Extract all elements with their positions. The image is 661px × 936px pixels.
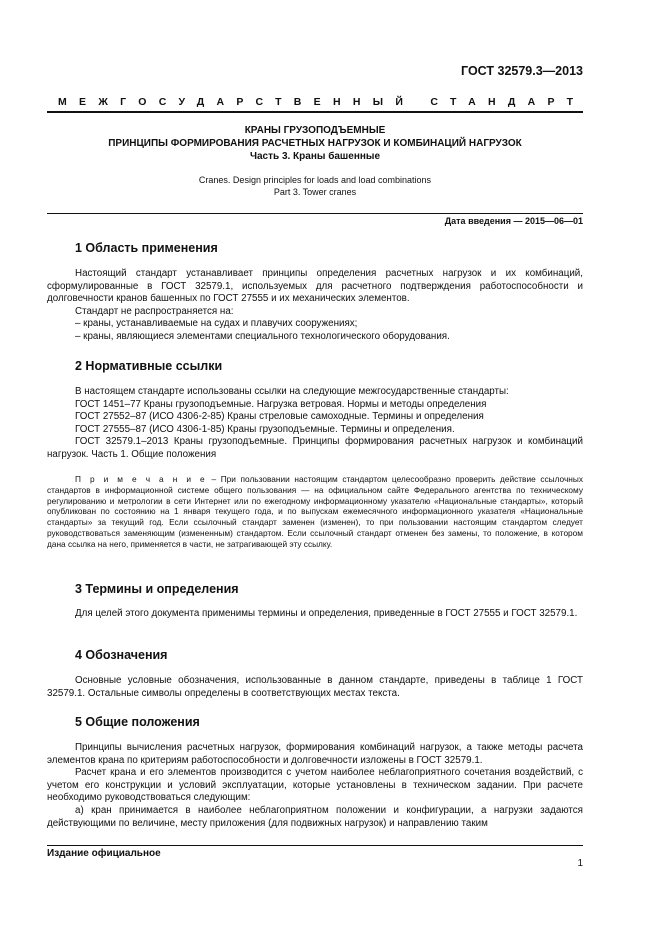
standard-code: ГОСТ 32579.3—2013 [461, 64, 583, 78]
english-title-block [47, 175, 583, 198]
section-1-paragraph: Настоящий стандарт устанавливает принципы определения расчетных нагрузок и их комбинаций, сформулированные в ГОСТ 32579.1, используемых для расчетного подтверждения работоспособности и долговечности кранов башенных по ГОСТ 27555 и их механических элементов. [47, 268, 583, 305]
section-1-paragraph: Стандарт не распространяется на: [75, 305, 234, 317]
title-block [47, 124, 583, 163]
section-5-heading: 5 Общие положения [75, 715, 200, 729]
english-title-line-1: Cranes. Design principles for loads and load combinations [198, 175, 432, 185]
title-line-2: ПРИНЦИПЫ ФОРМИРОВАНИЯ РАСЧЕТНЫХ НАГРУЗОК И КОМБИНАЦИЙ НАГРУЗОК [108, 138, 522, 149]
section-4-body [47, 675, 583, 700]
section-5-list-item: а) кран принимается в наиболее неблагоприятном положении и конфигурации, а нагрузки задаются действующими по величине, месту приложения (для подвижных нагрузок) и направлению таким [47, 804, 583, 829]
section-3-heading: 3 Термины и определения [75, 582, 239, 596]
note-text: – При пользовании настоящим стандартом целесообразно проверить действие ссылочных стандартов в информационной системе общего пользования — на официальном сайте Федерального агентства по техническому регулированию и метрологии в сети Интернет или по ежегодному информационному указателю «Национальные стандарты», который опубликован по состоянию на 1 января текущего года, и по выпускам ежемесячного информационного указателя «Национальные стандарты» за текущий год. Если ссылочный стандарт заменен (изменен), то при пользовании настоящим стандартом следует руководствоваться заменяющим (измененным) стандартом. Если ссылочный стандарт отменен без замены, то положение, в котором дана ссылка на него, применяется в части, не затрагивающей эту ссылку. [47, 474, 583, 549]
section-5-body [47, 742, 583, 830]
reference-item: ГОСТ 1451–77 Краны грузоподъемные. Нагрузка ветровая. Нормы и методы определения [75, 398, 487, 410]
section-1-heading: 1 Область применения [75, 241, 218, 255]
section-4-heading: 4 Обозначения [75, 648, 168, 662]
reference-item: ГОСТ 27555–87 (ИСО 4306-1-85) Краны грузоподъемные. Термины и определения. [75, 423, 455, 435]
header-rule [47, 111, 583, 113]
section-2-paragraph: В настоящем стандарте использованы ссылки на следующие межгосударственные стандарты: [75, 386, 509, 397]
note-label: П р и м е ч а н и е [75, 474, 207, 484]
section-2-body [47, 386, 583, 462]
section-1-list-item: – краны, устанавливаемые на судах и плавучих сооружениях; [75, 318, 358, 330]
title-line-1: КРАНЫ ГРУЗОПОДЪЕМНЫЕ [244, 125, 386, 136]
section-5-paragraph: Расчет крана и его элементов производится с учетом наиболее неблагоприятного сочетания воздействий, с учетом его конструкции и условий эксплуатации, которые установлены в техническом задании. При расчете необходимо руководствоваться следующим: [47, 767, 583, 804]
section-4-paragraph: Основные условные обозначения, использованные в данном стандарте, приведены в таблице 1 ГОСТ 32579.1. Остальные символы определены в соответствующих местах текста. [47, 675, 583, 699]
section-2-note [47, 474, 583, 550]
footer-rule [47, 845, 583, 846]
introduction-date: Дата введения — 2015—06—01 [444, 216, 583, 226]
reference-item: ГОСТ 27552–87 (ИСО 4306-2-85) Краны стреловые самоходные. Термины и определения [75, 411, 484, 423]
english-title-line-2: Part 3. Tower cranes [273, 186, 357, 197]
reference-item: ГОСТ 32579.1–2013 Краны грузоподъемные. Принципы формирования расчетных нагрузок и комбинаций нагрузок. Часть 1. Общие положения [47, 436, 583, 460]
section-1-body [47, 268, 583, 344]
section-5-paragraph: Принципы вычисления расчетных нагрузок, формирования комбинаций нагрузок, а также методы расчета элементов крана по критериям работоспособности и долговечности изложены в ГОСТ 32579.1. [47, 742, 583, 766]
interstate-standard-label: МЕЖГОСУДАРСТВЕННЫЙ СТАНДАРТ [58, 96, 586, 108]
section-1-list-item: – краны, являющиеся элементами специального технологического оборудования. [75, 330, 450, 342]
page-number: 1 [577, 858, 583, 869]
title-line-3: Часть 3. Краны башенные [249, 151, 381, 162]
section-2-heading: 2 Нормативные ссылки [75, 359, 223, 373]
official-edition-label: Издание официальное [47, 848, 161, 859]
intro-date-rule [47, 213, 583, 214]
section-3-paragraph: Для целей этого документа применимы термины и определения, приведенные в ГОСТ 27555 и ГОСТ 32579.1. [75, 608, 578, 619]
section-3-body [47, 608, 583, 621]
